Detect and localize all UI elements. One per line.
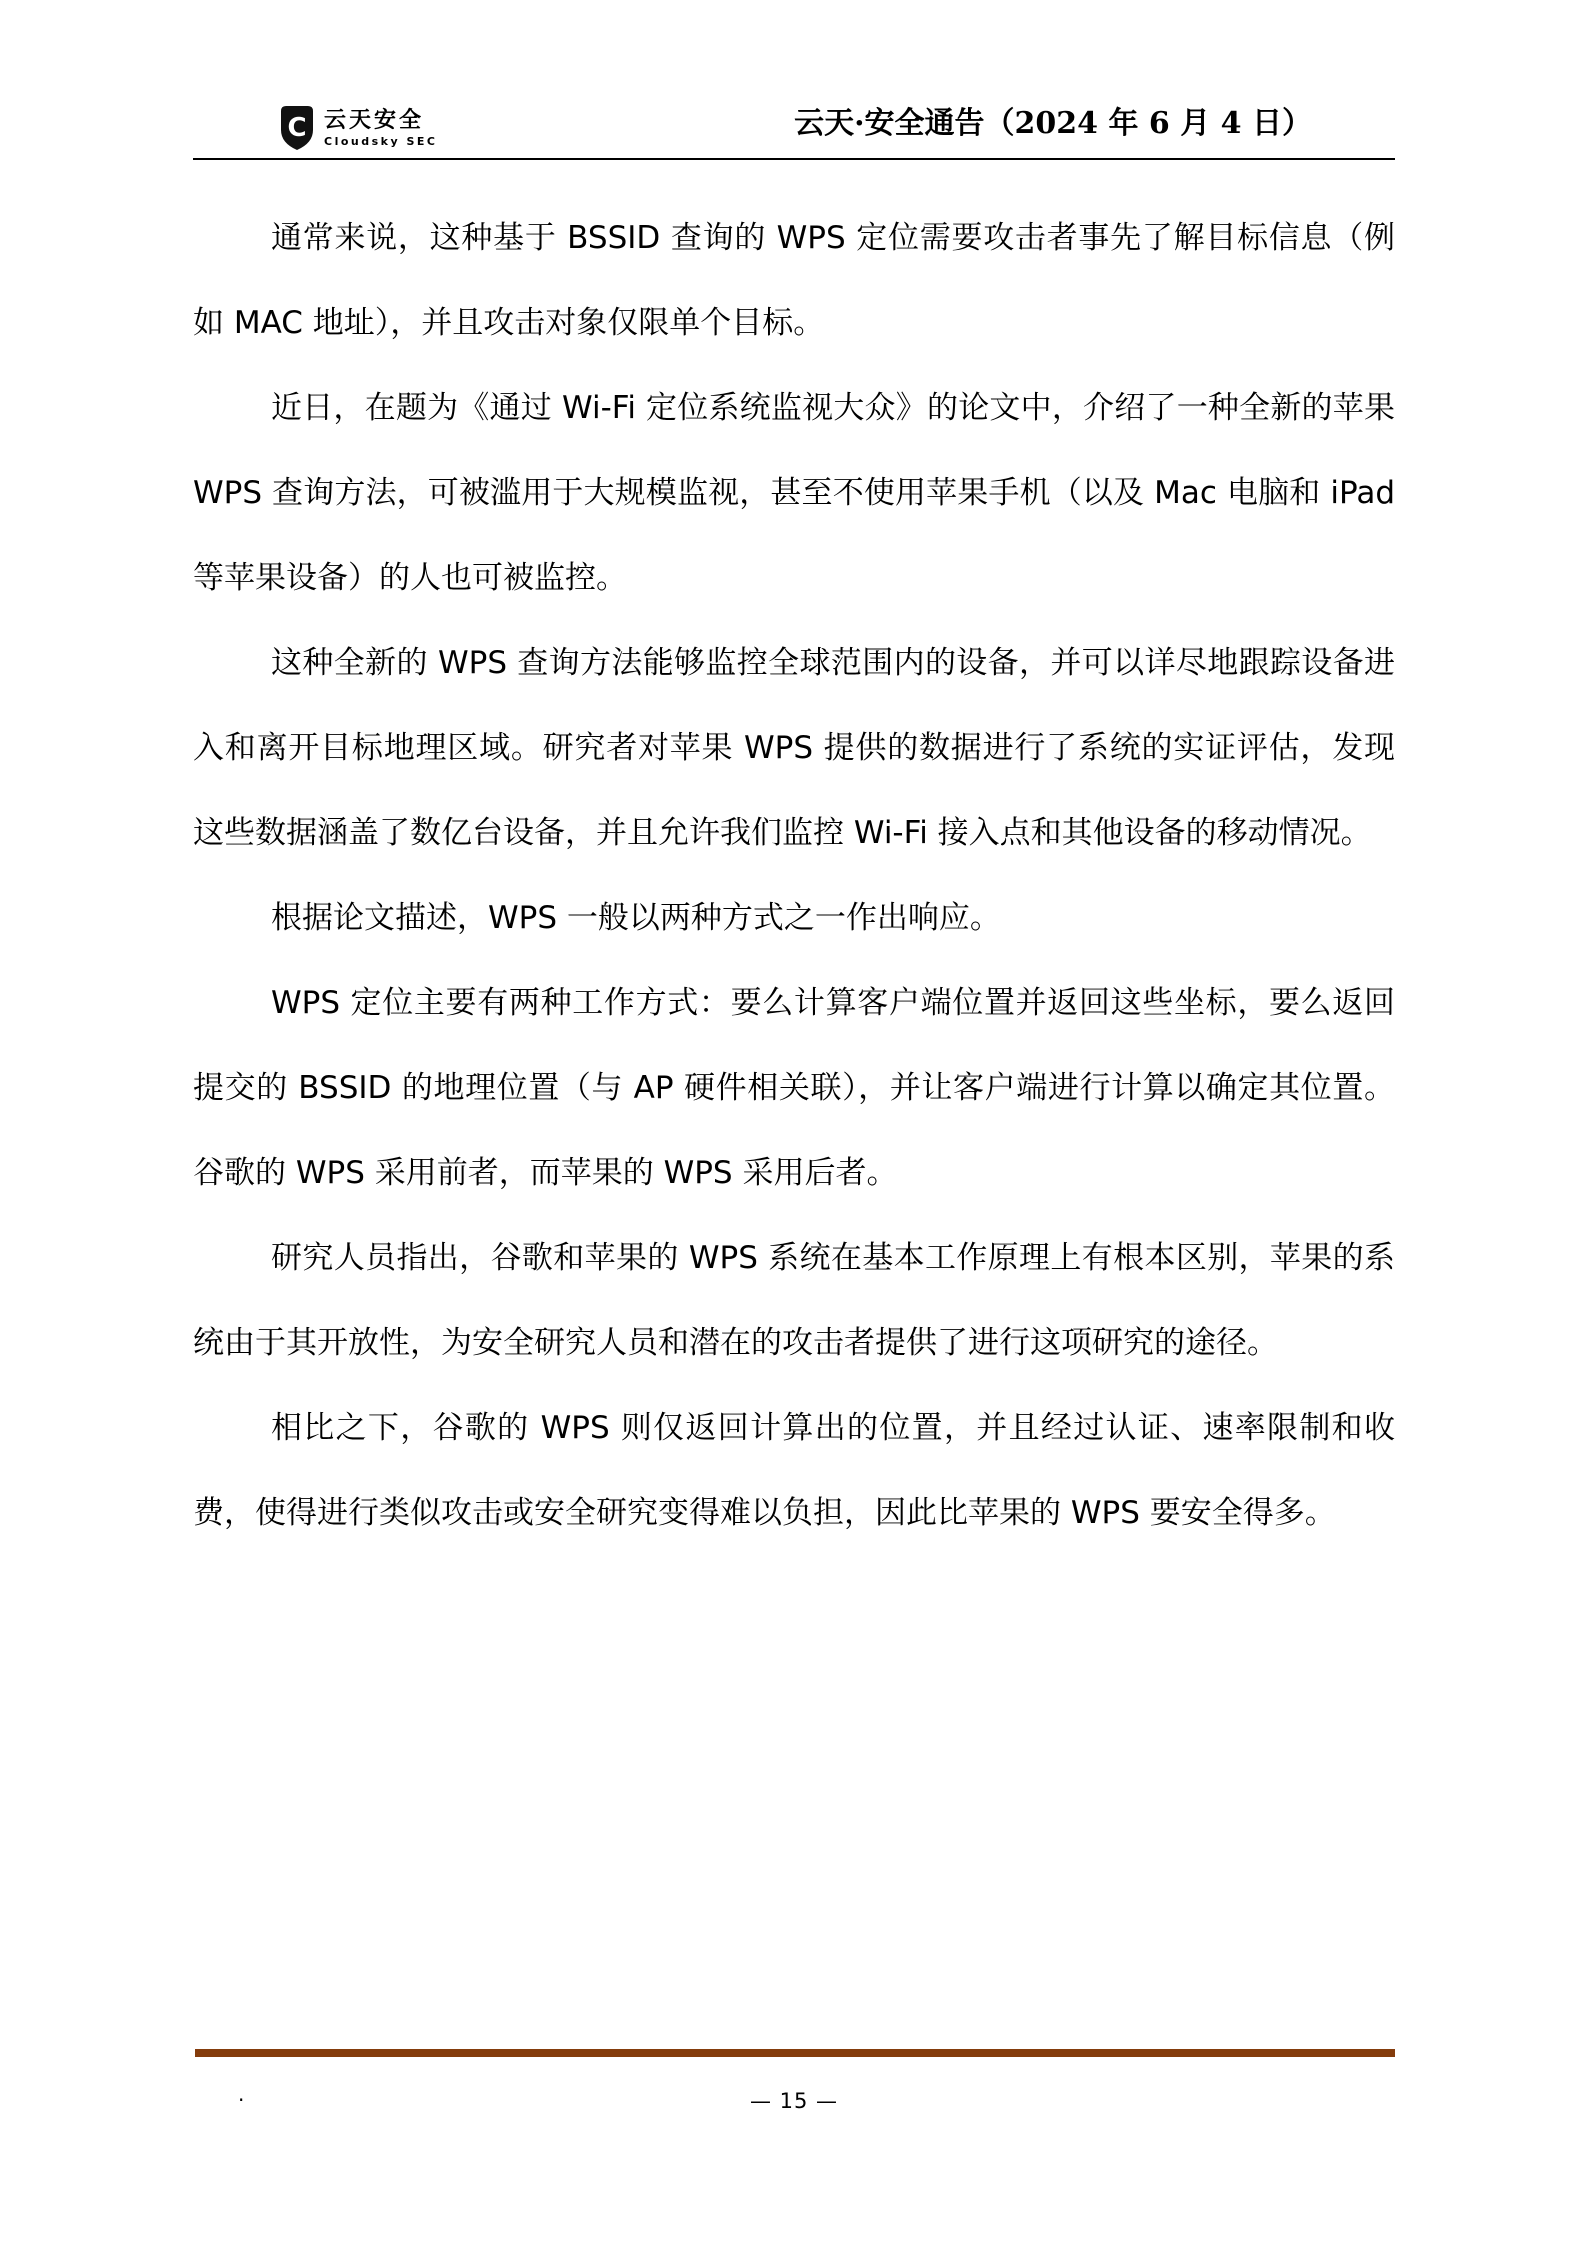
logo-name-en: Cloudsky SEC [324, 134, 438, 148]
paragraph: 根据论文描述，WPS 一般以两种方式之一作出响应。 [271, 900, 1001, 936]
bulletin-title-text: 云天·安全通告 [794, 106, 985, 141]
paragraph: 这种全新的 WPS 查询方法能够监控全球范围内的设备，并可以详尽地跟踪设备进入和离开目标地理区域。研究者对苹果 WPS 提供的数据进行了系统的实证评估，发现这些数据涵盖了数亿台设备，并且允许我们监控 Wi-Fi 接入点和其他设备的移动情况。 [193, 645, 1395, 851]
shield-c-logo-icon [281, 106, 313, 150]
paragraph: 研究人员指出，谷歌和苹果的 WPS 系统在基本工作原理上有根本区别，苹果的系统由于其开放性，为安全研究人员和潜在的攻击者提供了进行这项研究的途径。 [193, 1240, 1395, 1361]
bulletin-title [794, 98, 1312, 142]
logo-text [324, 107, 438, 148]
footer-rule [195, 2049, 1395, 2057]
logo-name-cn: 云天安全 [324, 107, 425, 133]
page-header [193, 0, 1395, 160]
footer-left-mark: . [238, 2082, 245, 2106]
logo-letter: C [287, 113, 307, 143]
paragraph: 相比之下，谷歌的 WPS 则仅返回计算出的位置，并且经过认证、速率限制和收费，使得进行类似攻击或安全研究变得难以负担，因此比苹果的 WPS 要安全得多。 [193, 1410, 1395, 1531]
paragraph: 通常来说，这种基于 BSSID 查询的 WPS 定位需要攻击者事先了解目标信息（例如 MAC 地址），并且攻击对象仅限单个目标。 [193, 220, 1395, 341]
paragraph: WPS 定位主要有两种工作方式：要么计算客户端位置并返回这些坐标，要么返回提交的 BSSID 的地理位置（与 AP 硬件相关联），并让客户端进行计算以确定其位置。谷歌的 WPS 采用前者，而苹果的 WPS 采用后者。 [193, 985, 1395, 1191]
paragraph: 近日，在题为《通过 Wi-Fi 定位系统监视大众》的论文中，介绍了一种全新的苹果 WPS 查询方法，可被滥用于大规模监视，甚至不使用苹果手机（以及 Mac 电脑和 iPad 等苹果设备）的人也可被监控。 [193, 390, 1395, 596]
bulletin-title-date: （2024 年 6 月 4 日） [984, 106, 1312, 141]
page-number: — 15 — [749, 2089, 839, 2113]
company-logo [281, 106, 437, 150]
document-body [193, 162, 1395, 1556]
